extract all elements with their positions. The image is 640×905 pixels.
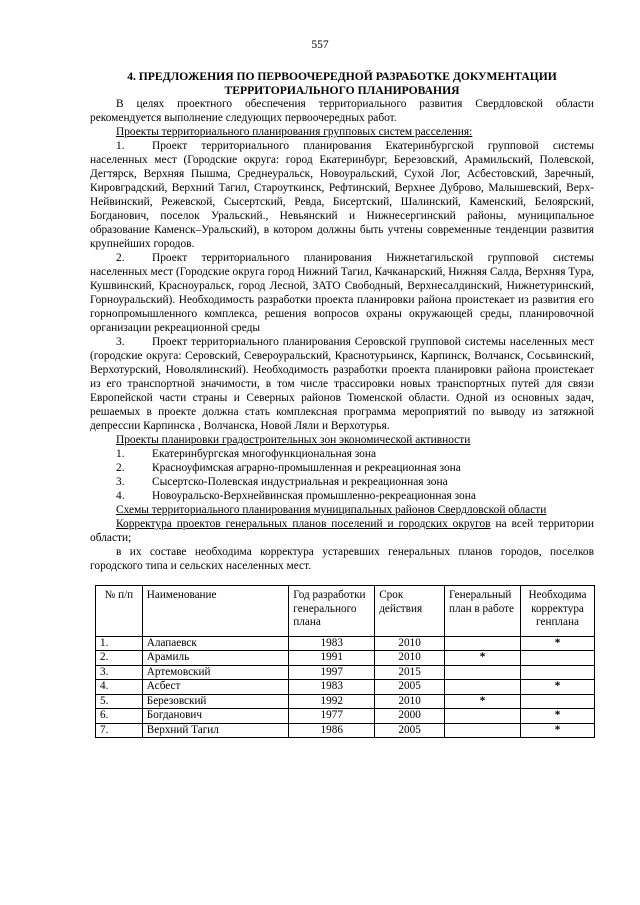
zone-item	[90, 475, 594, 489]
cell-year: 1991	[289, 651, 375, 666]
cell-term: 2010	[375, 651, 445, 666]
cell-year: 1983	[289, 636, 375, 651]
group-project-description: (Городские округа город Нижний Тагил, Качканарский, Нижняя Салда, Верхняя Тура, Кушвинский, Красноуральск, город Лесной, ЗАТО Свободный, Верхнесалдинский, Нижнетуринский, Горноуральский). Необходимость разработки проекта планировки района проистекает из развития его горнопромышленного комплекса, решения вопросов охраны окружающей среды, планировочной организации рекреационной среды	[90, 266, 594, 334]
group-project-description: (Городские округа: город Екатеринбург, Березовский, Арамильский, Полевской, Дегтярск, Верхняя Пышма, Среднеуральск, Новоуральский, Сухой Лог, Асбестовский, Заречный, Кировградский, Верхний Тагил, Староуткинск, Рефтинский, Верхнее Дуброво, Малышевский, Верх-Нейвинский, Режевской, Сысертский, Ревда, Бисертский, Шалинский, Каменский, Белоярский, Богданович, поселок Уральский., Невьянский и Нижнесергинский районы, муниципальное образование Каменск–Уральский), в котором должны быть учтены современные тенденции развития крупнейших городов.	[90, 154, 594, 250]
group-project-3	[90, 335, 594, 433]
cell-number: 3.	[96, 665, 143, 680]
group-project-1	[90, 139, 594, 251]
general-plans-table	[95, 585, 595, 738]
section-heading	[90, 70, 594, 97]
table-row	[96, 709, 595, 724]
correction-heading-text: Корректура проектов генеральных планов поселений и городских округов	[116, 518, 491, 530]
table-row	[96, 651, 595, 666]
correction-paragraph	[90, 517, 594, 545]
group-project-title: Проект территориального планирования Нижнетагильской групповой системы населенных мест	[90, 252, 594, 278]
table-row	[96, 723, 595, 738]
zone-item	[90, 461, 594, 475]
cell-in-work: *	[445, 651, 521, 666]
cell-number: 4.	[96, 680, 143, 695]
cell-number: 5.	[96, 694, 143, 709]
header-term: Срок действия	[375, 586, 445, 637]
cell-term: 2010	[375, 694, 445, 709]
zone-number: 2.	[116, 462, 125, 474]
cell-year: 1992	[289, 694, 375, 709]
header-needs-correction: Необходима корректура генплана	[521, 586, 595, 637]
schemes-heading-text: Схемы территориального планирования муниципальных районов Свердловской области	[116, 504, 547, 516]
zone-number: 3.	[116, 476, 125, 488]
group-project-2	[90, 251, 594, 335]
header-in-work: Генеральный план в работе	[445, 586, 521, 637]
zone-number: 4.	[116, 490, 125, 502]
correction-note: в их составе необходима корректура устаревших генеральных планов городов, поселков городского типа и сельских населенных мест.	[90, 546, 594, 572]
table-row	[96, 680, 595, 695]
header-number: № п/п	[96, 586, 143, 637]
cell-in-work	[445, 709, 521, 724]
section-heading-line-2: ТЕРРИТОРИАЛЬНОГО ПЛАНИРОВАНИЯ	[224, 83, 460, 97]
cell-year: 1983	[289, 680, 375, 695]
cell-term: 2000	[375, 709, 445, 724]
cell-in-work	[445, 636, 521, 651]
group-project-number: 1.	[116, 140, 125, 152]
header-year: Год разработки генерального плана	[289, 586, 375, 637]
cell-needs-correction: *	[521, 636, 595, 651]
cell-needs-correction	[521, 665, 595, 680]
group-project-number: 3.	[116, 336, 125, 348]
cell-name: Березовский	[142, 694, 289, 709]
cell-name: Артемовский	[142, 665, 289, 680]
zones-heading	[90, 433, 594, 447]
table-row	[96, 636, 595, 651]
cell-term: 2015	[375, 665, 445, 680]
cell-number: 2.	[96, 651, 143, 666]
cell-name: Асбест	[142, 680, 289, 695]
header-name: Наименование	[142, 586, 289, 637]
group-project-description: (городские округа: Серовский, Североуральский, Краснотурьинск, Карпинск, Волчанск, Сосьвинский, Верхотурский, Новолялинский). Необходимость разработки проекта планировки района проистекает из его транспортной значимости, в том числе трассировки новых транспортных путей для связи Европейской части страны и Северных районов Тюменской области. Одной из основных задач, решаемых в проекте должна стать комплексная программа мероприятий по выводу из затяжной депрессии Карпинска , Волчанска, Новой Ляли и Верхотурья.	[90, 350, 594, 432]
cell-in-work	[445, 723, 521, 738]
cell-number: 1.	[96, 636, 143, 651]
cell-year: 1977	[289, 709, 375, 724]
table-row	[96, 665, 595, 680]
cell-term: 2010	[375, 636, 445, 651]
zones-list	[90, 447, 594, 503]
cell-name: Алапаевск	[142, 636, 289, 651]
zone-item	[90, 489, 594, 503]
zone-text: Сысертско-Полевская индустриальная и рекреационная зона	[152, 476, 448, 488]
group-project-title: Проект территориального планирования Серовской групповой системы населенных мест	[152, 336, 594, 348]
zone-item	[90, 447, 594, 461]
group-systems-heading-text: Проекты территориального планирования групповых систем расселения:	[116, 126, 473, 138]
cell-number: 6.	[96, 709, 143, 724]
cell-needs-correction	[521, 651, 595, 666]
cell-name: Верхний Тагил	[142, 723, 289, 738]
zone-text: Красноуфимская аграрно-промышленная и рекреационная зона	[152, 462, 461, 474]
cell-needs-correction: *	[521, 723, 595, 738]
table-header-row	[96, 586, 595, 637]
cell-term: 2005	[375, 723, 445, 738]
intro-paragraph: В целях проектного обеспечения территориального развития Свердловской области рекомендуется выполнение следующих первоочередных работ.	[90, 98, 594, 124]
cell-term: 2005	[375, 680, 445, 695]
group-systems-heading	[90, 125, 594, 139]
cell-needs-correction: *	[521, 680, 595, 695]
cell-in-work: *	[445, 694, 521, 709]
schemes-heading	[90, 503, 594, 517]
cell-year: 1997	[289, 665, 375, 680]
cell-year: 1986	[289, 723, 375, 738]
zone-text: Новоуральско-Верхнейвинская промышленно-рекреационная зона	[152, 490, 476, 502]
group-project-number: 2.	[116, 252, 125, 264]
group-project-title: Проект территориального планирования Екатеринбургской групповой системы населенных мест	[90, 140, 594, 166]
cell-needs-correction	[521, 694, 595, 709]
cell-number: 7.	[96, 723, 143, 738]
table-row	[96, 694, 595, 709]
cell-name: Арамиль	[142, 651, 289, 666]
cell-name: Богданович	[142, 709, 289, 724]
page-content	[90, 70, 594, 738]
zone-text: Екатеринбургская многофункциональная зона	[152, 448, 377, 460]
correction-rest-text: на всей территории области;	[90, 518, 594, 544]
cell-needs-correction: *	[521, 709, 595, 724]
zone-number: 1.	[116, 448, 125, 460]
cell-in-work	[445, 680, 521, 695]
cell-in-work	[445, 665, 521, 680]
section-heading-line-1: 4. ПРЕДЛОЖЕНИЯ ПО ПЕРВООЧЕРЕДНОЙ РАЗРАБОТКЕ ДОКУМЕНТАЦИИ	[127, 70, 557, 83]
page-number: 557	[311, 39, 329, 51]
zones-heading-text: Проекты планировки градостроительных зон экономической активности	[116, 434, 471, 446]
